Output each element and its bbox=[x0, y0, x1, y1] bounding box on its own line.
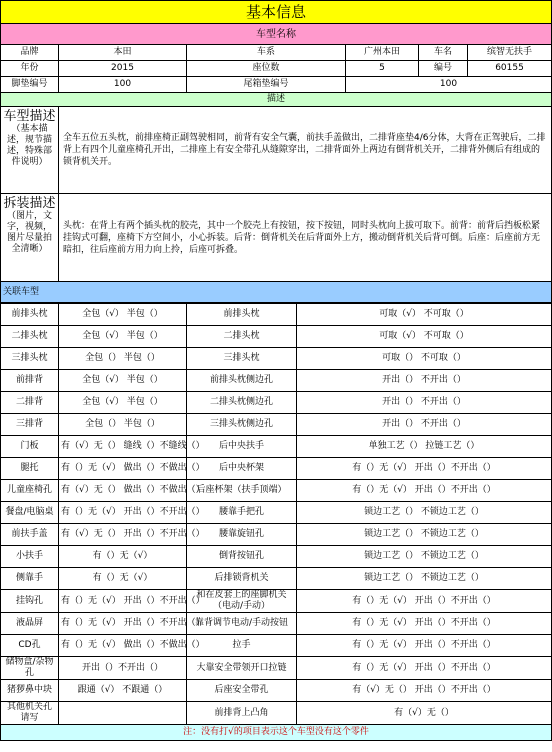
part-right-label: 大靠安全带领开口拉链 bbox=[187, 657, 297, 680]
part-right-label: 前排头枕侧边孔 bbox=[187, 370, 297, 392]
part-left-label: 小扶手 bbox=[1, 546, 59, 568]
part-right-options: 有（）无（√） 开出（）不开出（） bbox=[297, 635, 552, 657]
part-row bbox=[1, 458, 552, 480]
part-right-label: 后座杯架（扶手顶端） bbox=[187, 480, 297, 502]
part-right-options: 单独工艺（） 拉链工艺（） bbox=[297, 436, 552, 458]
part-right-label: 三排头枕 bbox=[187, 348, 297, 370]
part-left-options: 有（）无（√） 做出（）不做出（） bbox=[59, 458, 187, 480]
brand-label: 品牌 bbox=[1, 45, 59, 61]
part-left-label: 前排背 bbox=[1, 370, 59, 392]
part-right-label: 拉手 bbox=[187, 635, 297, 657]
part-row bbox=[1, 680, 552, 702]
part-row bbox=[1, 590, 552, 613]
part-left-options: 全包（√） 半包（） bbox=[59, 304, 187, 326]
part-row bbox=[1, 568, 552, 590]
model-desc-label bbox=[1, 107, 59, 194]
part-left-label: 挂钩孔 bbox=[1, 590, 59, 613]
part-left-label: 二排背 bbox=[1, 392, 59, 414]
part-row bbox=[1, 348, 552, 370]
part-row bbox=[1, 414, 552, 436]
part-left-options: 有（√）无（） 缝线（）不缝线（） bbox=[59, 436, 187, 458]
part-right-options: 有（√）无（） bbox=[297, 702, 552, 725]
part-right-options: 可取（√） 不可取（） bbox=[297, 304, 552, 326]
part-right-label: 后座安全带孔 bbox=[187, 680, 297, 702]
install-desc-sublabel: （图片，文字，视频，图片尽量拍全清晰） bbox=[6, 211, 52, 254]
part-left-options: 全包（√） 半包（） bbox=[59, 326, 187, 348]
part-right-options: 开出（） 不开出（） bbox=[297, 414, 552, 436]
part-right-options: 有（）无（√） 开出（）不开出（） bbox=[297, 613, 552, 635]
part-right-options: 有（）无（√） 开出（）不开出（） bbox=[297, 458, 552, 480]
part-left-options: 有（）无（√） bbox=[59, 568, 187, 590]
part-left-options: 开出（）不开出（） bbox=[59, 657, 187, 680]
model-desc-title: 车型描述 bbox=[3, 109, 56, 124]
part-row bbox=[1, 502, 552, 524]
part-left-label: 其他机关孔请写 bbox=[1, 702, 59, 725]
part-left-label: 前排头枕 bbox=[1, 304, 59, 326]
part-right-label: 二排头枕 bbox=[187, 326, 297, 348]
part-right-options: 锁边工艺（） 不锁边工艺（） bbox=[297, 568, 552, 590]
part-right-label: 腰靠手把孔 bbox=[187, 502, 297, 524]
part-right-options: 开出（） 不开出（） bbox=[297, 370, 552, 392]
part-row bbox=[1, 702, 552, 725]
footpad-label: 脚垫编号 bbox=[1, 77, 59, 93]
part-left-label: 三排头枕 bbox=[1, 348, 59, 370]
part-left-label: 侧靠手 bbox=[1, 568, 59, 590]
part-left-options: 有（√）无（） 开出（）不开出（） bbox=[59, 524, 187, 546]
part-left-options: 有（）无（√） 开出（）不开出（） bbox=[59, 502, 187, 524]
part-right-options: 有（）无（√） 开出（）不开出（） bbox=[297, 657, 552, 680]
part-left-label: 前扶手盖 bbox=[1, 524, 59, 546]
part-left-options: 有（√）无（） 做出（）不做出（） bbox=[59, 480, 187, 502]
part-left-label: 门板 bbox=[1, 436, 59, 458]
part-right-options: 可取（） 不可取（） bbox=[297, 348, 552, 370]
part-left-label: 二排头枕 bbox=[1, 326, 59, 348]
part-right-label: 二排头枕侧边孔 bbox=[187, 392, 297, 414]
part-right-label: 三排头枕侧边孔 bbox=[187, 414, 297, 436]
trunk-label: 尾箱垫编号 bbox=[187, 77, 346, 93]
part-right-options: 可取（√） 不可取（） bbox=[297, 326, 552, 348]
code-value: 60155 bbox=[468, 61, 552, 77]
part-right-options: 有（）无（√） 开出（）不开出（） bbox=[297, 480, 552, 502]
part-right-label: 和在皮套上的座脚机关（电动/手动） bbox=[187, 590, 297, 613]
brand-value: 本田 bbox=[59, 45, 187, 61]
part-left-options: 有（）无（√） 开出（）不开出（） bbox=[59, 590, 187, 613]
related-section-header: 关联车型 bbox=[1, 282, 552, 303]
part-row bbox=[1, 370, 552, 392]
footer-note: 注：没有打√的项目表示这个车型没有这个零件 bbox=[1, 725, 552, 741]
name-label: 车名 bbox=[419, 45, 468, 61]
model-desc-text: 全车五位五头枕，前排座椅正副驾驶相同，前背有安全气囊，前扶手盖做出，二排背座垫4/6分体，大背在正驾驶后，二排背上有四个儿童座椅孔开出，二排座上有安全带孔从缝隙穿出，二排背面外上两边有倒背机关开，二排背外侧后有组成的锁背机关开。 bbox=[59, 107, 552, 194]
part-right-options: 锁边工艺（） 不锁边工艺（） bbox=[297, 502, 552, 524]
part-right-options: 锁边工艺（） 不锁边工艺（） bbox=[297, 524, 552, 546]
part-right-options: 锁边工艺（） 不锁边工艺（） bbox=[297, 546, 552, 568]
part-row bbox=[1, 392, 552, 414]
part-left-label: 储物盒/杂物孔 bbox=[1, 657, 59, 680]
part-row bbox=[1, 657, 552, 680]
part-left-label: 餐盘/电脑桌 bbox=[1, 502, 59, 524]
install-desc-text: 头枕：在背上有两个插头枕的胶壳，其中一个胶壳上有按钮，按下按钮，同时头枕向上拔可取下。前背：前背后挡板松紧挂钩式可翻，座椅下方空间小，小心拆装。后背：倒背机关在后背面外上方，搬动倒背机关后背可倒。后座：后座前方无暗扣，往后座前方用力向上拎，后座可拆叠。 bbox=[59, 194, 552, 282]
part-right-options: 开出（） 不开出（） bbox=[297, 392, 552, 414]
install-desc-label bbox=[1, 194, 59, 282]
part-right-label: 腰靠旋钮孔 bbox=[187, 524, 297, 546]
part-left-options bbox=[59, 702, 187, 725]
part-right-label: 后中央扶手 bbox=[187, 436, 297, 458]
part-right-label: 前排头枕 bbox=[187, 304, 297, 326]
part-left-label: 三排背 bbox=[1, 414, 59, 436]
part-row bbox=[1, 546, 552, 568]
part-left-label: 腿托 bbox=[1, 458, 59, 480]
part-left-options: 全包（√） 半包（） bbox=[59, 392, 187, 414]
part-left-options: 有（）无（√） bbox=[59, 546, 187, 568]
model-desc-sublabel: （基本描述，规节描述，特殊部件说明） bbox=[6, 124, 52, 167]
part-left-label: 儿童座椅孔 bbox=[1, 480, 59, 502]
parts-table bbox=[0, 303, 552, 741]
part-right-options: 有（）无（√） 开出（）不开出（） bbox=[297, 590, 552, 613]
part-left-options: 跟通（√） 不跟通（） bbox=[59, 680, 187, 702]
desc-section-header: 描述 bbox=[1, 93, 552, 107]
part-row bbox=[1, 480, 552, 502]
part-row bbox=[1, 524, 552, 546]
name-value: 缤智无扶手 bbox=[468, 45, 552, 61]
part-right-options: 有（√）无（） 开出（）不开出（） bbox=[297, 680, 552, 702]
seats-label: 座位数 bbox=[187, 61, 346, 77]
trunk-value: 100 bbox=[346, 77, 552, 93]
part-right-label: 后中央杯架 bbox=[187, 458, 297, 480]
part-left-options: 全包（） 半包（） bbox=[59, 414, 187, 436]
part-row bbox=[1, 326, 552, 348]
part-right-label: 前排背上凸角 bbox=[187, 702, 297, 725]
part-left-options: 有（）无（√） 开出（）不开出（） bbox=[59, 613, 187, 635]
part-row bbox=[1, 436, 552, 458]
page-title: 基本信息 bbox=[1, 1, 552, 24]
part-row bbox=[1, 613, 552, 635]
part-right-label: 后排锁背机关 bbox=[187, 568, 297, 590]
model-section-header: 车型名称 bbox=[1, 24, 552, 45]
series-label: 车系 bbox=[187, 45, 346, 61]
part-right-label: 靠背调节电动/手动按钮 bbox=[187, 613, 297, 635]
part-row bbox=[1, 635, 552, 657]
part-left-options: 有（）无（√） 做出（）不做出（） bbox=[59, 635, 187, 657]
part-left-label: 液晶屏 bbox=[1, 613, 59, 635]
part-left-options: 全包（√） 半包（） bbox=[59, 370, 187, 392]
part-left-options: 全包（） 半包（） bbox=[59, 348, 187, 370]
part-right-label: 倒背按钮孔 bbox=[187, 546, 297, 568]
install-desc-title: 拆装描述 bbox=[3, 196, 56, 211]
year-label: 年份 bbox=[1, 61, 59, 77]
code-label: 编号 bbox=[419, 61, 468, 77]
part-row bbox=[1, 304, 552, 326]
seats-value: 5 bbox=[346, 61, 419, 77]
year-value: 2015 bbox=[59, 61, 187, 77]
series-value: 广州本田 bbox=[346, 45, 419, 61]
part-left-label: CD孔 bbox=[1, 635, 59, 657]
part-left-label: 猪猡鼻中块 bbox=[1, 680, 59, 702]
footpad-value: 100 bbox=[59, 77, 187, 93]
